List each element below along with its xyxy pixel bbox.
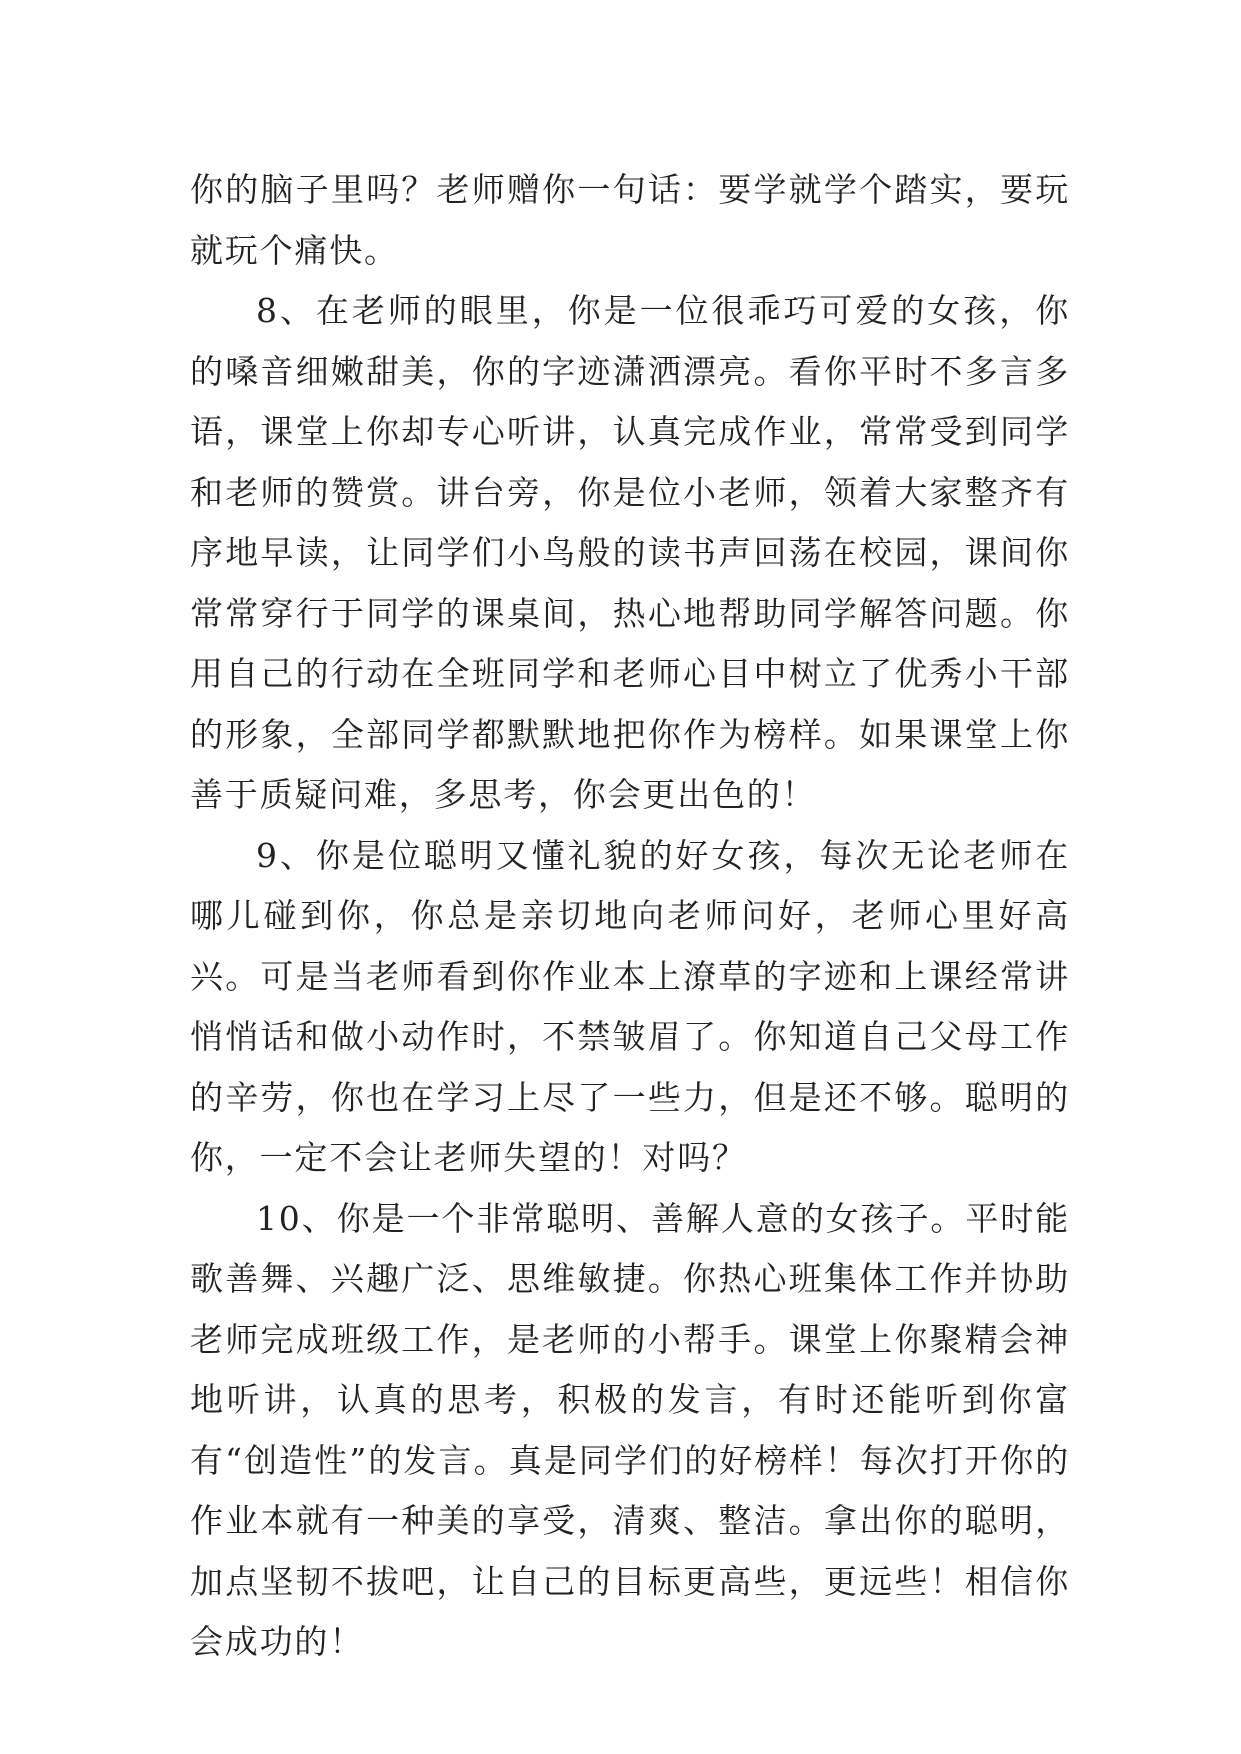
paragraph-comment-10: 10、你是一个非常聪明、善解人意的女孩子。平时能歌善舞、兴趣广泛、思维敏捷。你热心班集体工作并协助老师完成班级工作，是老师的小帮手。课堂上你聚精会神地听讲，认真的思考，积极的发言，有时还能听到你富有“创造性”的发言。真是同学们的好榜样！每次打开你的作业本就有一种美的享受，清爽、整洁。拿出你的聪明，加点坚韧不拔吧，让自己的目标更高些，更远些！相信你会成功的！ <box>190 1198 1070 1661</box>
paragraph-continuation: 你的脑子里吗？老师赠你一句话：要学就学个踏实，要玩就玩个痛快。 <box>190 170 1070 270</box>
paragraph-comment-9: 9、你是位聪明又懂礼貌的好女孩，每次无论老师在哪儿碰到你，你总是亲切地向老师问好，老师心里好高兴。可是当老师看到你作业本上潦草的字迹和上课经常讲悄悄话和做小动作时，不禁皱眉了。你知道自己父母工作的辛劳，你也在学习上尽了一些力，但是还不够。聪明的你，一定不会让老师失望的！对吗？ <box>190 835 1070 1177</box>
paragraph-comment-8: 8、在老师的眼里，你是一位很乖巧可爱的女孩，你的嗓音细嫩甜美，你的字迹潇洒漂亮。看你平时不多言多语，课堂上你却专心听讲，认真完成作业，常常受到同学和老师的赞赏。讲台旁，你是位小老师，领着大家整齐有序地早读，让同学们小鸟般的读书声回荡在校园，课间你常常穿行于同学的课桌间，热心地帮助同学解答问题。你用自己的行动在全班同学和老师心目中树立了优秀小干部的形象，全部同学都默默地把你作为榜样。如果课堂上你善于质疑问难，多思考，你会更出色的！ <box>190 291 1070 814</box>
document-body <box>190 160 1070 1673</box>
